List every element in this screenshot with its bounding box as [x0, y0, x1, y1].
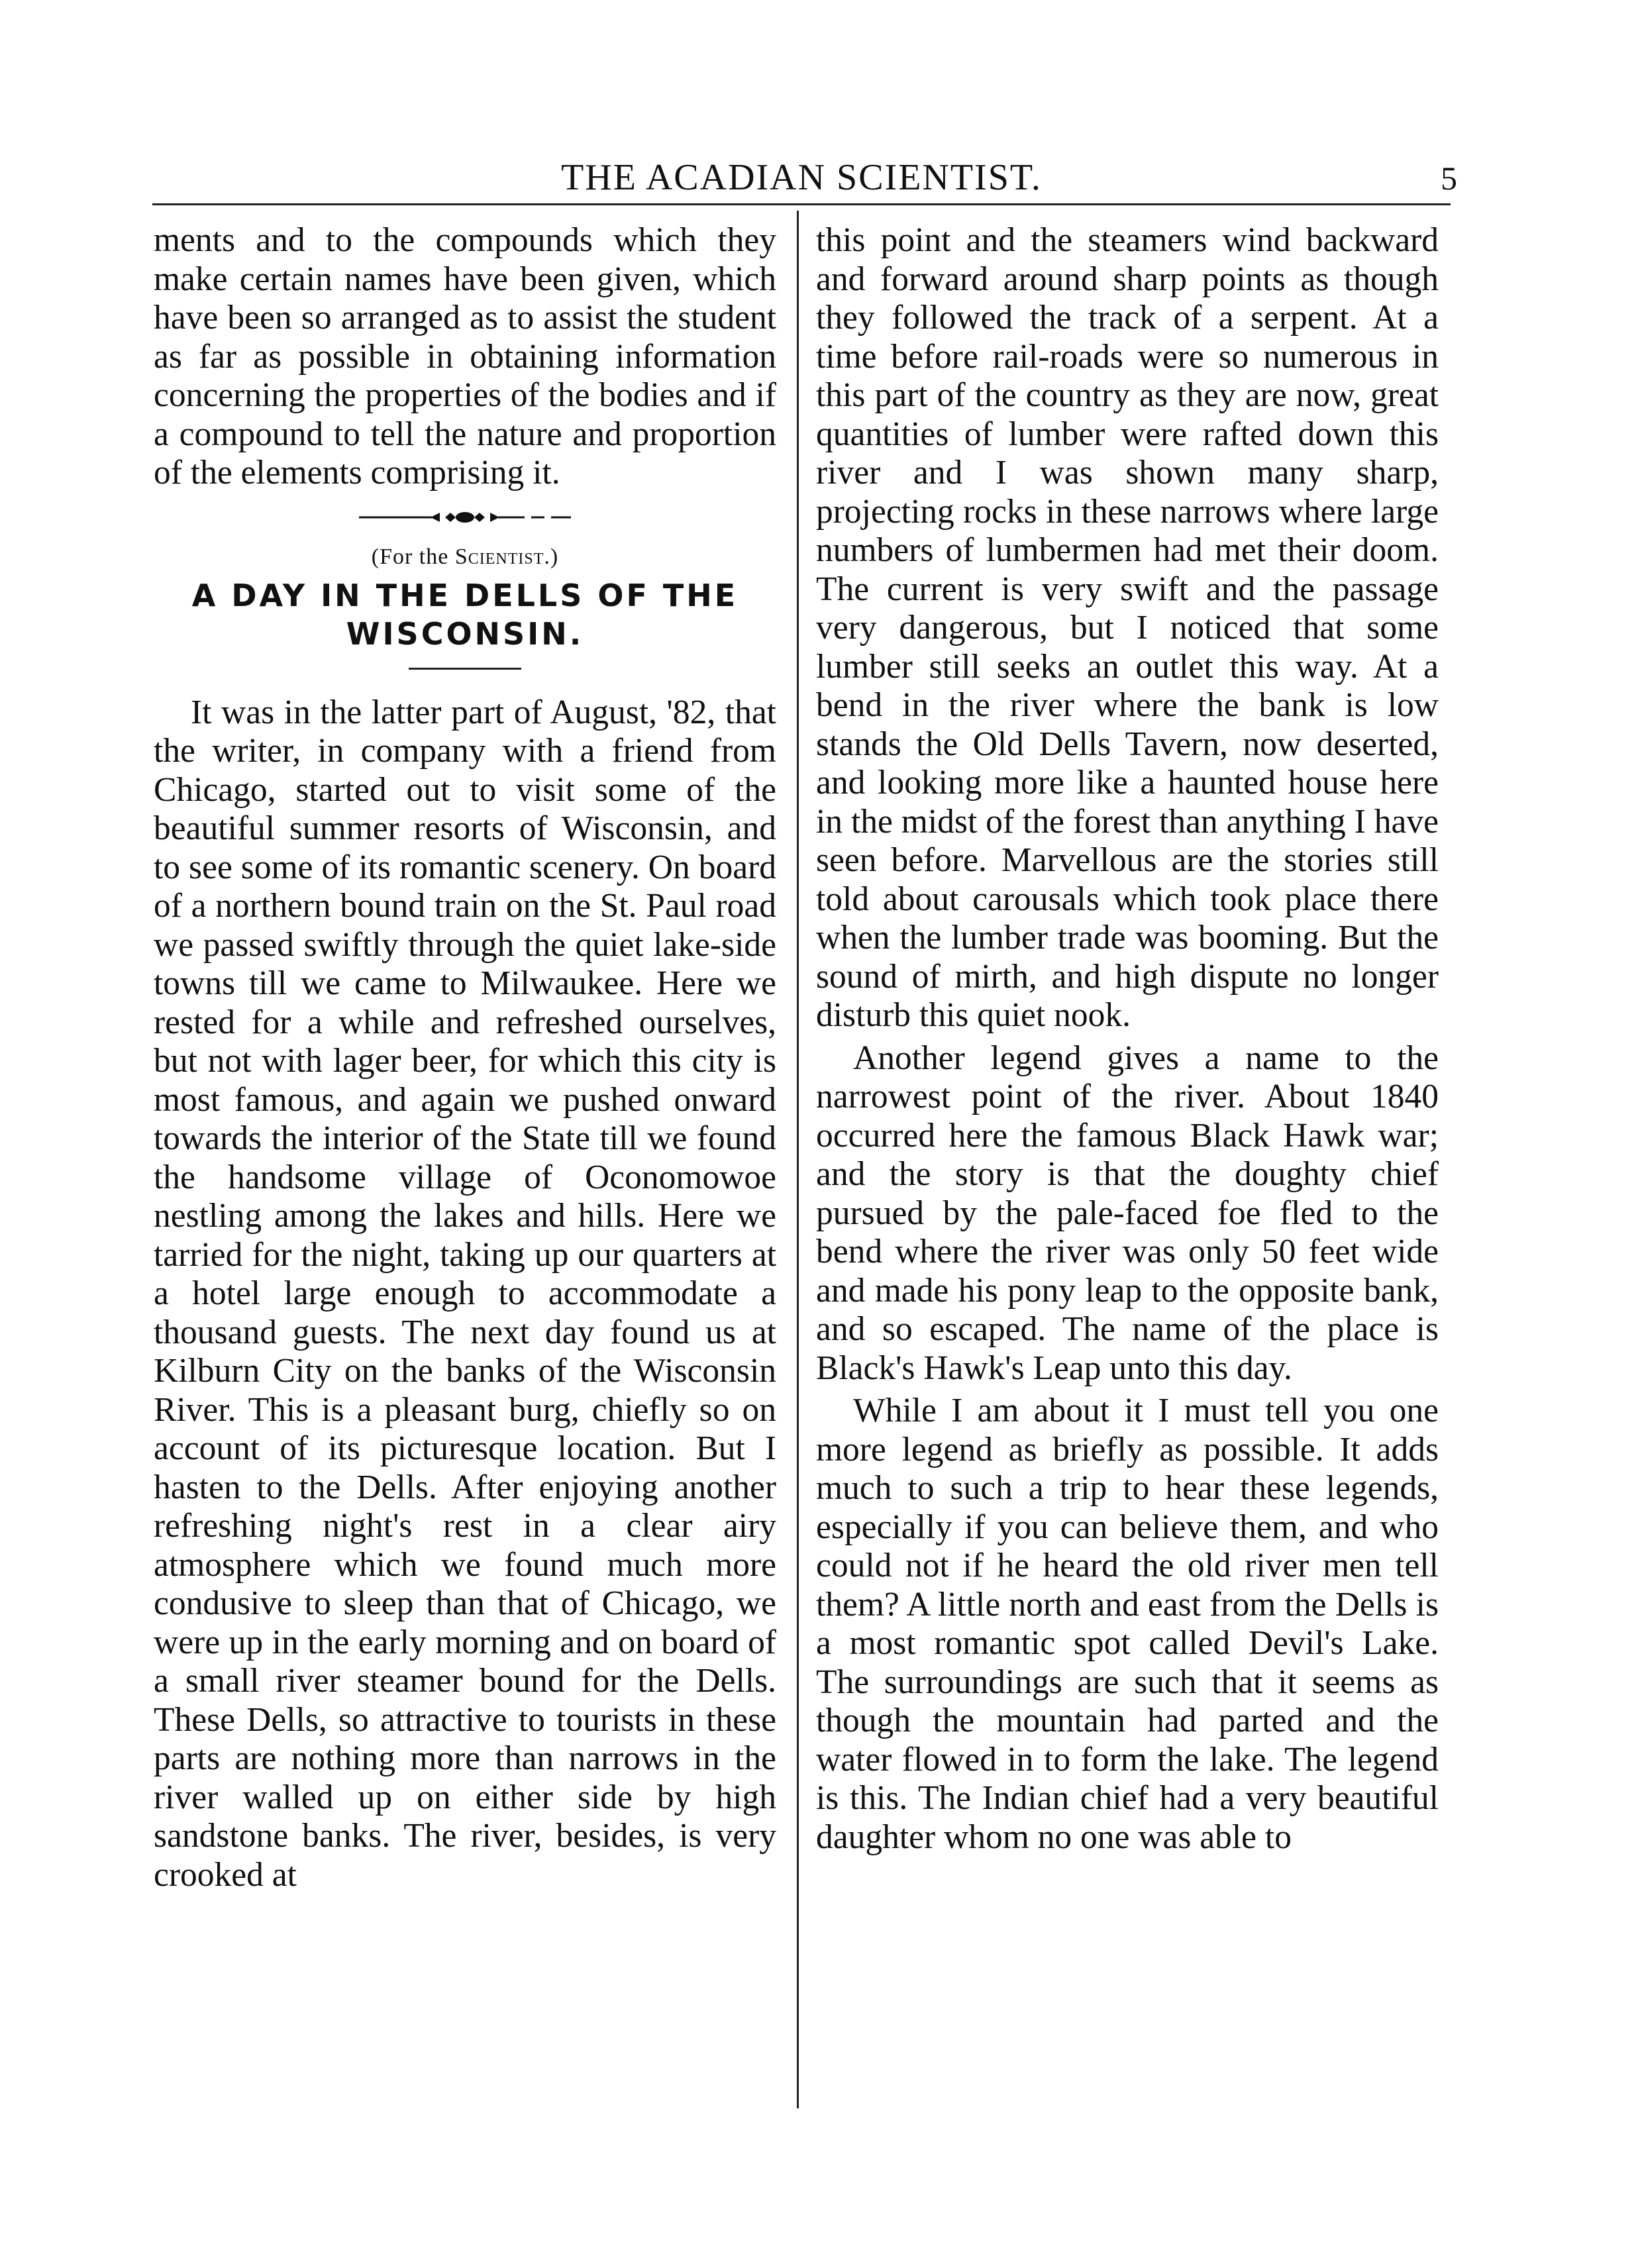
running-title: THE ACADIAN SCIENTIST. [561, 157, 1042, 198]
fleuron-ornament-icon [352, 498, 578, 537]
title-rule [409, 668, 521, 670]
left-column [154, 221, 776, 1894]
byline-prefix: (For the [371, 544, 455, 569]
running-head [152, 151, 1457, 204]
byline [154, 541, 776, 574]
page-number: 5 [1441, 160, 1457, 197]
ornament-divider [154, 498, 776, 537]
article-paragraph-1: It was in the latter part of August, '82, that the writer, in company with a friend from Chicago, started out to visit some of the beautiful summer resorts of Wisconsin, and to see some of its romantic scenery. On board of a northern bound train on the St. Paul road we passed swiftly through the quiet lake-side towns till we came to Milwaukee. Here we rested for a while and refreshed ourselves, but not with lager beer, for which this city is most famous, and again we pushed onward towards the interior of the State till we found the handsome village of Oconomowoe nestling among the lakes and hills. Here we tarried for the night, taking up our quarters at a hotel large enough to accommodate a thousand guests. The next day found us at Kilburn City on the banks of the Wisconsin River. This is a pleasant burg, chiefly so on account of its picturesque location. But I hasten to the Dells. After enjoying another refreshing night's rest in a clear airy atmosphere which we found much more condusive to sleep than that of Chicago, we were up in the early morning and on board of a small river steamer bound for the Dells. These Dells, so attractive to tourists in these parts are nothing more than narrows in the river walled up on either side by high sandstone banks. The river, besides, is very crooked at [154, 693, 776, 1894]
byline-publication: Scientist [454, 544, 544, 569]
article-paragraph-3: While I am about it I must tell you one more legend as briefly as possible. It adds much to such a trip to hear these legends, especially if you can believe them, and who could not if he heard the old river men tell them? A little north and east from the Dells is a most romantic spot called Devil's Lake. The surroundings are such that it seems as though the mountain had parted and the water flowed in to form the lake. The legend is this. The Indian chief had a very beautiful daughter whom no one was able to [816, 1392, 1439, 1856]
header-rule [152, 203, 1451, 205]
continued-paragraph: this point and the steamers wind backward and forward around sharp points as though they followed the track of a serpent. At a time before rail-roads were so numerous in this part of the country as they are now, great quantities of lumber were rafted down this river and I was shown many sharp, projecting rocks in these narrows where large numbers of lumbermen had met their doom. The current is very swift and the passage very dangerous, but I noticed that some lumber still seeks an outlet this way. At a bend in the river where the bank is low stands the Old Dells Tavern, now deserted, and looking more like a haunted house here in the midst of the forest than anything I have seen before. Marvellous are the stories still told about carousals which took place there when the lumber trade was booming. But the sound of mirth, and high dispute no longer disturb this quiet nook. [816, 221, 1439, 1034]
column-divider [797, 211, 799, 2108]
byline-suffix: .) [544, 544, 559, 569]
article-title: A DAY IN THE DELLS OF THE WISCONSIN. [191, 577, 739, 652]
article-paragraph-2: Another legend gives a name to the narrowest point of the river. About 1840 occurred here the famous Black Hawk war; and the story is that the doughty chief pursued by the pale-faced foe fled to the bend where the river was only 50 feet wide and made his pony leap to the opposite bank, and so escaped. The name of the place is Black's Hawk's Leap unto this day. [816, 1039, 1439, 1387]
opening-paragraph: ments and to the compounds which they make certain names have been given, which have been so arranged as to assist the student as far as possible in obtaining information concerning the properties of the bodies and if a compound to tell the nature and proportion of the elements comprising it. [154, 221, 776, 491]
right-column [816, 221, 1439, 1857]
